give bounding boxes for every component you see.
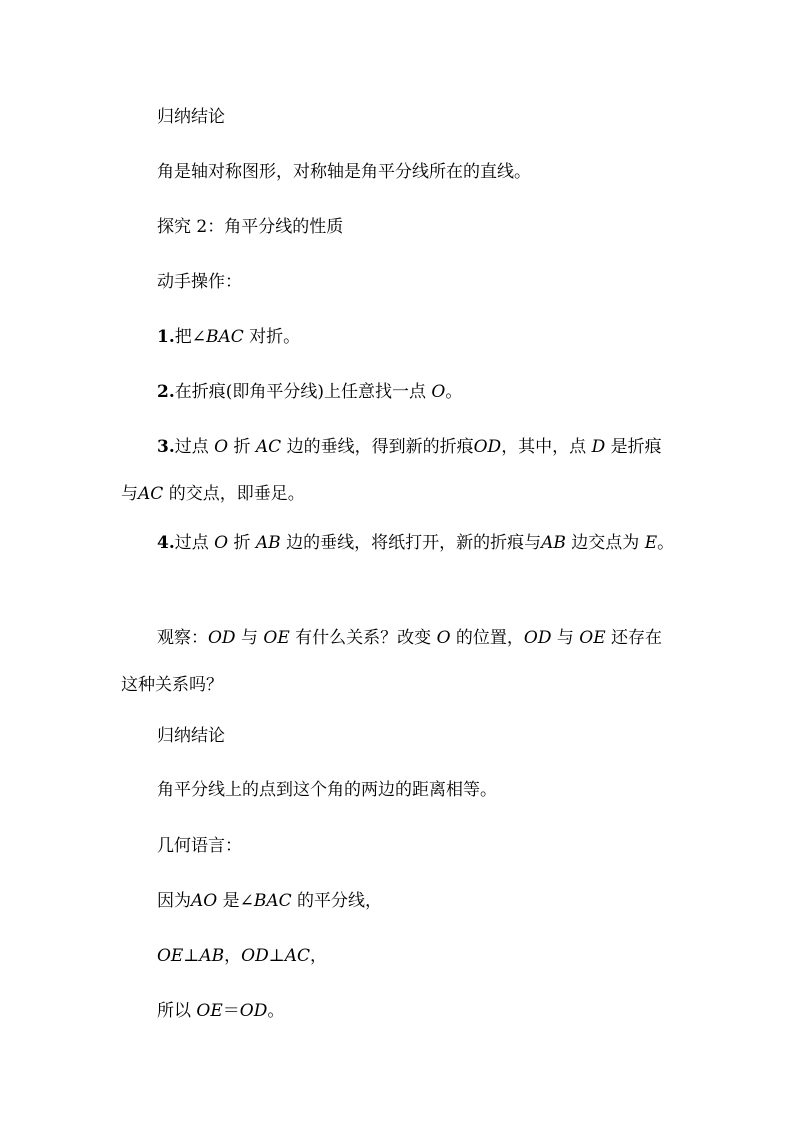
heading-text: 归纳结论 [157,726,225,746]
math-variable: AC [255,437,282,457]
text: 对折。 [243,327,301,347]
step-2 [121,369,677,416]
step-number: 1. [157,327,175,347]
perpendicular-symbol: ⊥ [268,946,285,966]
math-variable: OD [208,628,236,648]
text: 与 [235,628,264,648]
math-variable: AB [541,533,566,553]
step-1 [121,314,677,361]
math-variable: OE [196,1001,223,1021]
step-3 [121,424,677,518]
text: 边的垂线，得到新的折痕 [281,437,474,457]
text: 边交点为 [565,533,645,553]
section-heading [121,713,677,760]
text: 。 [267,1001,285,1021]
paragraph [121,149,677,196]
paragraph-text: 几何语言： [157,836,242,856]
text: 。 [657,533,675,553]
paragraph [121,259,677,306]
math-variable: O [214,533,229,553]
math-variable: AC [138,484,164,504]
math-variable: OE [157,946,184,966]
paragraph-text: 角是轴对称图形，对称轴是角平分线所在的直线。 [157,162,531,182]
observation [121,615,677,709]
equals-symbol: ＝ [222,1001,240,1021]
paragraph-text: 动手操作： [157,272,242,292]
math-variable: OD [473,437,502,457]
math-variable: E [644,533,658,553]
math-variable: BAC [253,891,292,911]
text: ， [310,946,328,966]
text: 过点 [174,437,215,457]
geometry-statement [121,933,677,980]
step-4 [121,520,677,567]
heading-text: 归纳结论 [157,107,225,127]
step-number: 4. [157,533,175,553]
math-variable: OD [523,628,552,648]
exploration-text: ：角平分线的性质 [207,217,344,237]
text: 的交点，即垂足。 [163,484,305,504]
text: 因为 [157,891,191,911]
math-variable: AC [284,946,311,966]
perpendicular-symbol: ⊥ [183,946,200,966]
step-number: 3. [157,437,175,457]
text: 有什么关系？改变 [289,628,437,648]
paragraph [121,767,677,814]
math-variable: O [214,437,229,457]
text: 的位置， [450,628,524,648]
text: 还存在这种关系吗？ [121,628,663,695]
text: 把∠ [174,327,206,347]
math-variable: D [591,437,606,457]
math-variable: O [436,628,451,648]
text: 观察： [157,628,208,648]
text: 是折痕与 [121,437,662,504]
math-variable: OD [241,946,269,966]
math-variable: AB [255,533,281,553]
geometry-statement [121,988,677,1035]
math-variable: OE [263,628,290,648]
paragraph [121,823,677,870]
exploration-number: 探究 2 [157,217,208,237]
text: 折 [228,437,256,457]
math-variable: OE [579,628,606,648]
text: 。 [445,382,463,402]
text: 过点 [174,533,215,553]
text: ，其中，点 [501,437,592,457]
text: 在折痕(即角平分线)上任意找一点 [174,382,432,402]
exploration-title [121,204,677,251]
section-heading [121,94,677,141]
math-variable: AO [191,891,218,911]
math-variable: O [431,382,446,402]
math-variable: OD [239,1001,268,1021]
text: 与 [551,628,580,648]
paragraph-text: 角平分线上的点到这个角的两边的距离相等。 [157,780,497,800]
geometry-statement [121,878,677,925]
math-variable: AB [199,946,225,966]
text: 所以 [157,1001,197,1021]
math-variable: BAC [206,327,244,347]
text: 是∠ [217,891,254,911]
text: 的平分线， [291,891,383,911]
text: 边的垂线，将纸打开，新的折痕与 [280,533,542,553]
text: ， [224,946,242,966]
text: 折 [228,533,256,553]
step-number: 2. [157,382,175,402]
